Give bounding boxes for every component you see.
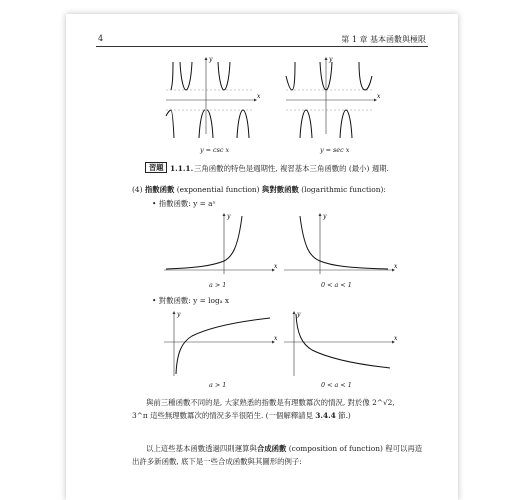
csc-x-label: x bbox=[257, 93, 261, 100]
log-graph-decreasing bbox=[284, 310, 398, 376]
svg-text:y: y bbox=[297, 311, 301, 318]
csc-caption: y = csc x bbox=[200, 146, 230, 154]
composition-term: 合成函數 bbox=[256, 444, 287, 453]
exp-decay-label: 0 < a < 1 bbox=[321, 281, 352, 289]
para1-line2-a: 3^π 這些無理數冪次的情況多半很陌生. (一個解釋請見 bbox=[132, 411, 316, 420]
svg-text:y: y bbox=[227, 213, 231, 220]
svg-text:x: x bbox=[274, 335, 278, 342]
running-header: 第 1 章 基本函數與極限 bbox=[341, 35, 426, 44]
exercise-text: 三角函數的特色是週期性, 複習基本三角函數的 (最小) 週期. bbox=[194, 164, 389, 173]
exp-graph-decay bbox=[284, 212, 398, 276]
para1-line1: 與前三種函數不同的是, 大家熟悉的指數是有理數冪次的情況, 對於像 2^√2, bbox=[146, 398, 395, 407]
exercise-tag: 習題 bbox=[145, 162, 167, 173]
page-number: 4 bbox=[98, 34, 104, 43]
svg-text:x: x bbox=[394, 335, 398, 342]
exp-term: 指數函數 bbox=[144, 185, 175, 194]
sec-x-label: x bbox=[377, 93, 381, 100]
para1-line2-b: 節.) bbox=[335, 411, 351, 420]
svg-text:y: y bbox=[177, 311, 181, 318]
para2-line2: 出許多新函數, 底下是一些合成函數與其圖形的例子: bbox=[132, 457, 302, 466]
para2-line1-b: (composition of function) 程可以再造 bbox=[286, 444, 423, 453]
section-heading bbox=[132, 186, 386, 193]
and-word: 與 bbox=[261, 185, 270, 194]
log-term: 對數函數 bbox=[269, 185, 299, 194]
sec-caption: y = sec x bbox=[320, 146, 350, 154]
section-ref: 3.4.4 bbox=[315, 411, 336, 420]
log-bullet: • 對數函數: y = logₐ x bbox=[152, 296, 230, 305]
sec-y-label: y bbox=[329, 56, 333, 63]
exp-bullet: • 指數函數: y = aˣ bbox=[152, 199, 216, 208]
log-inc-label: a > 1 bbox=[209, 381, 227, 389]
log-term-en: (logarithmic function): bbox=[298, 185, 386, 194]
exercise-number: 1.1.1. bbox=[170, 164, 194, 173]
exp-graph-growth bbox=[164, 212, 278, 276]
header-rule bbox=[96, 46, 428, 47]
log-dec-label: 0 < a < 1 bbox=[321, 381, 352, 389]
book-page bbox=[66, 14, 458, 500]
exp-term-en: (exponential function) bbox=[174, 185, 262, 194]
para2-line1-a: 以上這些基本函數透過四則運算與 bbox=[146, 444, 257, 453]
csc-graph bbox=[166, 56, 261, 136]
para1-line2 bbox=[132, 412, 351, 419]
log-graph-increasing bbox=[164, 310, 278, 376]
sec-graph bbox=[286, 56, 381, 136]
para2-line1 bbox=[146, 445, 422, 452]
svg-text:x: x bbox=[274, 263, 278, 270]
exp-growth-label: a > 1 bbox=[209, 281, 227, 289]
csc-y-label: y bbox=[209, 56, 213, 63]
svg-text:y: y bbox=[323, 213, 327, 220]
svg-text:x: x bbox=[394, 263, 398, 270]
section-number: (4) bbox=[132, 185, 143, 194]
